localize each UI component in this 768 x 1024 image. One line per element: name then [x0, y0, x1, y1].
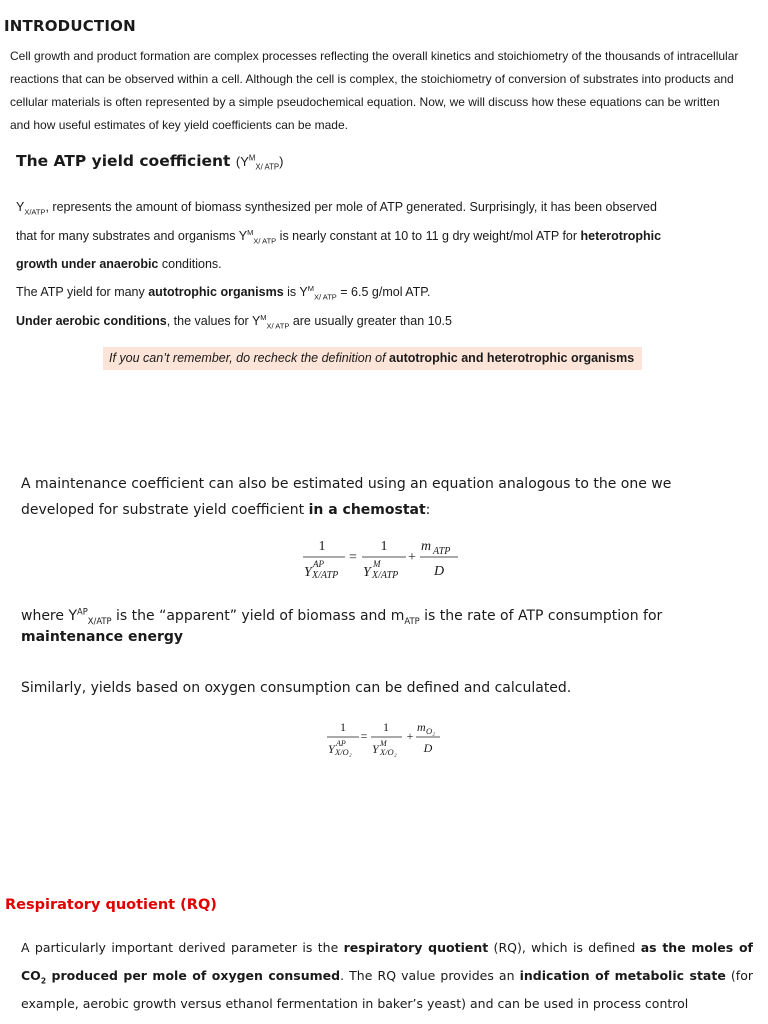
eq2-den-2-sub: X/O₂ — [380, 747, 397, 757]
eq2-den-1-sup: AP — [336, 739, 346, 748]
atp-heading-text: The ATP yield coefficient — [16, 152, 231, 170]
eq1-den-2-sup: M — [373, 559, 381, 569]
eq2-den-2-sup: M — [380, 739, 387, 748]
eq1-equals: = — [349, 550, 357, 565]
eq1-num-3-base: m — [421, 539, 432, 554]
eq1-den-1-sub: X/ATP — [312, 570, 339, 581]
atp-line-5: Under aerobic conditions, the values for $Y^M_{X/ ATP}$ are usually greater than 10.5 — [16, 312, 452, 331]
where-line-2: maintenance energy — [21, 629, 184, 645]
where-line-1: where $Y^{AP}_{X/ATP}$ is the “apparent” yield of biomass and $m_{ATP}$ is the rate of ATP consumption for — [21, 606, 663, 626]
maintenance-line-2: developed for substrate yield coefficient in a chemostat: — [21, 502, 431, 518]
eq1-num-2: 1 — [380, 539, 388, 554]
eq2-num-3-base: m — [417, 720, 426, 734]
atp-line-2: that for many substrates and organisms $Y^M_{X/ ATP}$ is nearly constant at 10 to 11 g dry weight/mol ATP for heterotrophic — [16, 227, 662, 246]
eq2-den-2-base: Y — [372, 742, 379, 756]
oxygen-yield-text: Similarly, yields based on oxygen consumption can be defined and calculated. — [21, 680, 572, 696]
eq2-num-1: 1 — [340, 720, 346, 734]
atp-heading-symbol: $(Y^M_{X/ ATP})$ — [235, 153, 284, 172]
maintenance-line-1: A maintenance coefficient can also be estimated using an equation analogous to the one we — [21, 476, 672, 492]
eq2-equals: = — [360, 729, 368, 743]
definition-reminder-note: If you can’t remember, do recheck the definition of autotrophic and heterotrophic organisms — [103, 347, 642, 370]
eq2-den-1-sub: X/O₂ — [335, 747, 352, 757]
eq1-den-2-sub: X/ATP — [372, 570, 399, 581]
intro-heading: INTRODUCTION — [4, 17, 136, 35]
eq2-num-3-sub: O₂ — [426, 726, 436, 736]
eq1-num-3-sub: ATP — [433, 546, 451, 557]
eq1-den-1-base: Y — [304, 565, 312, 580]
oxygen-maintenance-equation — [324, 718, 444, 762]
atp-section-heading — [16, 152, 283, 170]
eq1-den-1-sup: AP — [313, 559, 324, 569]
atp-line-1: $Y_{X/ATP}$, represents the amount of biomass synthesized per mole of ATP generated. Surprisingly, it has been observed — [16, 200, 657, 217]
eq2-den-1-base: Y — [328, 742, 335, 756]
atp-maintenance-equation — [300, 536, 470, 588]
intro-paragraph: Cell growth and product formation are complex processes reflecting the overall kinetics and stoichiometry of the thousands of intracellular reactions that can be observed within a cell. Although the cell is complex, the stoichiometry of conversion of substrates into products and cellular materials is often represented by a simple pseudochemical equation. Now, we will discuss how these equations can be written and how useful estimates of key yield coefficients can be made. — [10, 49, 739, 132]
rq-paragraph: A particularly important derived parameter is the respiratory quotient (RQ), which is defined as the moles of $CO_2$ produced per mole of oxygen consumed. The RQ value provides an indication of metabolic state (for example, aerobic growth versus ethanol fermentation in baker’s yeast) and can be used in process control — [21, 940, 753, 1011]
eq1-num-1: 1 — [318, 539, 326, 554]
atp-line-3: growth under anaerobic conditions. — [16, 257, 222, 271]
eq1-plus: + — [408, 550, 416, 565]
atp-line-4: The ATP yield for many autotrophic organisms is $Y^M_{X/ ATP} = 6.5$ g/mol ATP. — [16, 283, 431, 302]
eq1-den-3: D — [433, 564, 445, 579]
eq2-den-3: D — [423, 741, 433, 755]
eq2-num-2: 1 — [383, 720, 389, 734]
eq1-den-2-base: Y — [363, 565, 371, 580]
eq2-plus: + — [406, 729, 414, 743]
rq-heading: Respiratory quotient (RQ) — [5, 897, 217, 913]
